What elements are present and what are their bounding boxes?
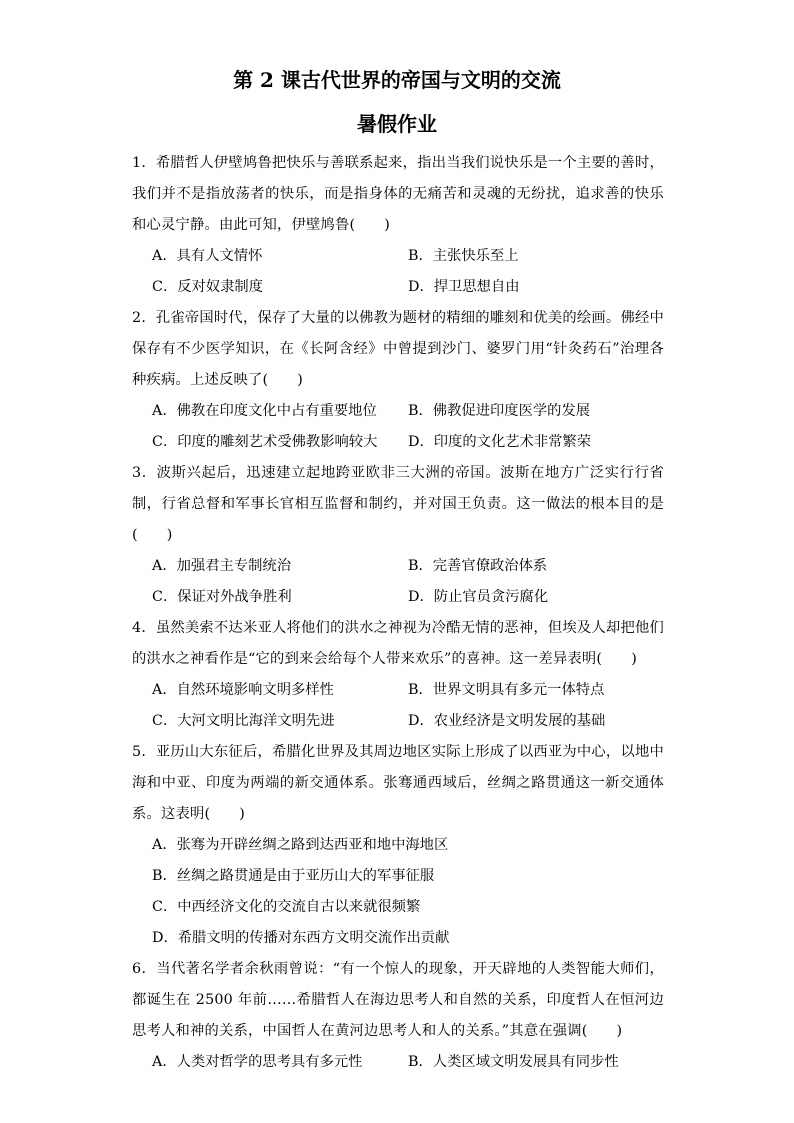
option-a: A．具有人文情怀 (152, 248, 263, 264)
option-d: D．防止官员贪污腐化 (408, 589, 549, 605)
question-3 (132, 458, 664, 613)
question-stem: 5．亚历山大东征后，希腊化世界及其周边地区实际上形成了以西亚为中心，以地中海和中亚、印度为两端的新交通体系。张骞通西域后，丝绸之路贯通这一新交通体系。这表明( ) (132, 744, 664, 822)
option-c: C．印度的雕刻艺术受佛教影响较大 (152, 434, 378, 450)
page-title: 第 2 课古代世界的帝国与文明的交流 (233, 68, 561, 92)
option-group (132, 551, 664, 613)
question-list (132, 148, 664, 1078)
option-c: C．保证对外战争胜利 (152, 589, 292, 605)
question-5 (132, 737, 664, 954)
question-stem: 6．当代著名学者余秋雨曾说：“有一个惊人的现象，开天辟地的人类智能大师们，都诞生在 2500 年前……希腊哲人在海边思考人和自然的关系，印度哲人在恒河边思考人和神的关系，中国哲人在黄河边思考人和人的关系。”其意在强调( ) (132, 961, 664, 1039)
option-b: B．丝绸之路贯通是由于亚历山大的军事征服 (152, 868, 435, 884)
option-b: B．人类区域文明发展具有同步性 (408, 1054, 619, 1070)
option-group (132, 675, 664, 737)
page-subtitle: 暑假作业 (357, 112, 437, 136)
option-d: D．希腊文明的传播对东西方文明交流作出贡献 (152, 930, 450, 946)
option-b: B．佛教促进印度医学的发展 (408, 403, 591, 419)
option-b: B．主张快乐至上 (408, 248, 519, 264)
option-a: A．自然环境影响文明多样性 (152, 682, 334, 698)
option-d: D．印度的文化艺术非常繁荣 (408, 434, 592, 450)
option-c: C．大河文明比海洋文明先进 (152, 713, 335, 729)
question-1 (132, 148, 664, 303)
option-c: C．反对奴隶制度 (152, 279, 264, 295)
question-stem: 4．虽然美索不达米亚人将他们的洪水之神视为冷酷无情的恶神，但埃及人却把他们的洪水之神看作是“它的到来会给每个人带来欢乐”的喜神。这一差异表明( ) (132, 620, 664, 667)
question-stem: 2．孔雀帝国时代，保存了大量的以佛教为题材的精细的雕刻和优美的绘画。佛经中保存有不少医学知识，在《长阿含经》中曾提到沙门、婆罗门用“针灸药石”治理各种疾病。上述反映了( ) (132, 310, 664, 388)
question-6 (132, 954, 664, 1078)
option-a: A．加强君主专制统治 (152, 558, 291, 574)
option-d: D．捍卫思想自由 (408, 279, 520, 295)
option-group (132, 830, 664, 954)
option-c: C．中西经济文化的交流自古以来就很频繁 (152, 899, 421, 915)
question-stem: 3．波斯兴起后，迅速建立起地跨亚欧非三大洲的帝国。波斯在地方广泛实行行省制，行省总督和军事长官相互监督和制约，并对国王负责。这一做法的根本目的是( ) (132, 465, 664, 543)
option-a: A．佛教在印度文化中占有重要地位 (152, 403, 377, 419)
option-d: D．农业经济是文明发展的基础 (408, 713, 606, 729)
option-b: B．世界文明具有多元一体特点 (408, 682, 605, 698)
option-b: B．完善官僚政治体系 (408, 558, 548, 574)
option-group (132, 241, 664, 303)
option-group (132, 1047, 664, 1078)
option-a: A．人类对哲学的思考具有多元性 (152, 1054, 363, 1070)
option-a: A．张骞为开辟丝绸之路到达西亚和地中海地区 (152, 837, 449, 853)
question-stem: 1．希腊哲人伊壁鸠鲁把快乐与善联系起来，指出当我们说快乐是一个主要的善时，我们并不是指放荡者的快乐，而是指身体的无痛苦和灵魂的无纷扰，追求善的快乐和心灵宁静。由此可知，伊壁鸠鲁( ) (132, 155, 664, 233)
question-4 (132, 613, 664, 737)
question-2 (132, 303, 664, 458)
option-group (132, 396, 664, 458)
